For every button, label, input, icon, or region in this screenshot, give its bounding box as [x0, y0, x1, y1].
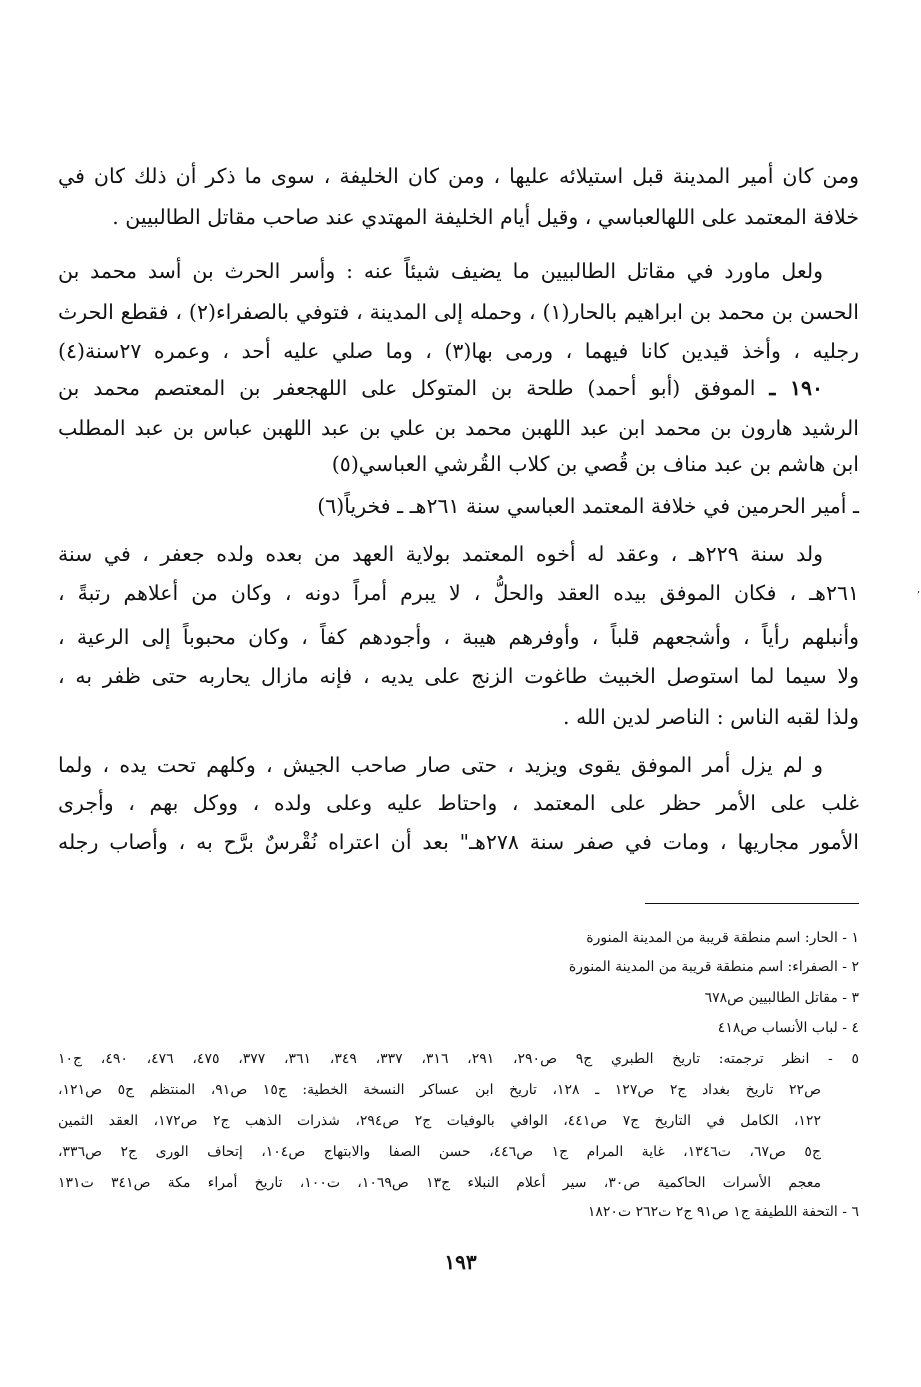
body-line: ولا سيما لما استوصل الخبيث طاغوت الزنج على يديه ، فإنه مازال يحاربه حتى ظفر به ،: [58, 664, 859, 688]
scan-edge-mark: ,: [917, 584, 921, 595]
footnote: ٣ - مقاتل الطالبيين ص٦٧٨: [704, 990, 859, 1006]
entry-heading-text: الموفق (أبو أحمد) طلحة بن المتوكل على اللهجعفر بن المعتصم محمد بن: [58, 376, 756, 400]
body-line: ٢٦١هـ ، فكان الموفق بيده العقد والحلُّ ، لا يبرم أمراً دونه ، وكان من أعلاهم رتبةً ،: [58, 581, 859, 605]
body-line: ولد سنة ٢٢٩هـ ، وعقد له أخوه المعتمد بولاية العهد من بعده ولده جعفر ، في سنة: [58, 542, 823, 566]
body-line: الرشيد هارون بن محمد ابن عبد اللهبن محمد بن علي بن عبد اللهبن عباس بن عبد المطلب: [58, 416, 859, 440]
footnote-separator: [645, 903, 859, 904]
footnote: ١ - الحار: اسم منطقة قريبة من المدينة المنورة: [586, 930, 859, 946]
body-line: الأمور مجاريها ، ومات في صفر سنة ٢٧٨هـ" بعد أن اعتراه نُقْرسٌ برَّح به ، وأصاب رجله: [58, 830, 859, 854]
body-line: وأنبلهم رأياً ، وأشجعهم قلباً ، وأوفرهم هيبة ، وأجودهم كفاً ، وكان محبوباً إلى الرعية ،: [58, 625, 859, 649]
footnote: ٥ - انظر ترجمته: تاريخ الطبري ج٩ ص٢٩٠، ٢٩١، ٣١٦، ٣٣٧، ٣٤٩، ٣٦١، ٣٧٧، ٤٧٥، ٤٧٦، ٤٩٠، ج١٠: [58, 1051, 860, 1067]
body-line: خلافة المعتمد على اللهالعباسي ، وقيل أيام الخليفة المهتدي عند صاحب مقاتل الطالبيين .: [112, 205, 859, 229]
body-line: ومن كان أمير المدينة قبل استيلائه عليها ، ومن كان الخليفة ، سوى ما ذكر أن ذلك كان في: [58, 164, 859, 188]
footnote: ٦ - التحفة اللطيفة ج١ ص٩١ ج٢ ت٢٦٢ ت١٨٢٠: [587, 1204, 859, 1220]
page-number: ١٩٣: [444, 1250, 477, 1274]
footnote-continuation: ص٢٢ تاريخ بغداد ج٢ ص١٢٧ ـ ١٢٨، تاريخ ابن عساكر النسخة الخطية: ج١٥ ص٩١، المنتظم ج٥ ص١٢١،: [58, 1082, 821, 1098]
body-line: رجليه ، وأخذ قيدين كانا فيهما ، ورمى بها(٣) ، وما صلي عليه أحد ، وعمره ٢٧سنة(٤): [58, 339, 859, 363]
footnote: ٤ - لباب الأنساب ص٤١٨: [717, 1020, 859, 1036]
footnote-continuation: معجم الأسرات الحاكمية ص٣٠، سير أعلام النبلاء ج١٣ ص١٠٦٩، ت١٠٠، تاريخ أمراء مكة ص٣٤١ ت١٣١: [58, 1175, 821, 1191]
body-line: الحسن بن محمد بن ابراهيم بالحار(١) ، وحمله إلى المدينة ، فتوفي بالصفراء(٢) ، فقطع الحرث: [58, 300, 859, 324]
body-line: غلب على الأمر حظر على المعتمد ، واحتاط عليه وعلى ولده ، ووكل بهم ، وأجرى: [58, 791, 859, 815]
entry-number: ١٩٠ ـ: [769, 376, 823, 400]
footnote: ٢ - الصفراء: اسم منطقة قريبة من المدينة المنورة: [568, 959, 859, 975]
body-line: ـ أمير الحرمين في خلافة المعتمد العباسي سنة ٢٦١هـ ـ فخرياً(٦): [317, 494, 859, 518]
body-line: و لم يزل أمر الموفق يقوى ويزيد ، حتى صار صاحب الجيش ، وكلهم تحت يده ، ولما: [58, 753, 823, 777]
entry-heading: [58, 370, 823, 406]
footnote-continuation: ١٢٢، الكامل في التاريخ ج٧ ص٤٤١، الوافي بالوفيات ج٢ ص٢٩٤، شذرات الذهب ج٢ ص١٧٢، العقد الثمين: [58, 1113, 821, 1129]
body-line: ولذا لقبه الناس : الناصر لدين الله .: [563, 705, 859, 729]
footnote-continuation: ج٥ ص٦٧، ت١٣٤٦، غاية المرام ج١ ص٤٤٦، حسن الصفا والابتهاج ص١٠٤، إتحاف الورى ج٢ ص٣٣٦،: [58, 1144, 821, 1160]
body-line: ابن هاشم بن عبد مناف بن قُصي بن كلاب القُرشي العباسي(٥): [331, 452, 859, 476]
body-line: ولعل ماورد في مقاتل الطالبيين ما يضيف شيئاً عنه : وأسر الحرث بن أسد محمد بن: [58, 259, 823, 283]
